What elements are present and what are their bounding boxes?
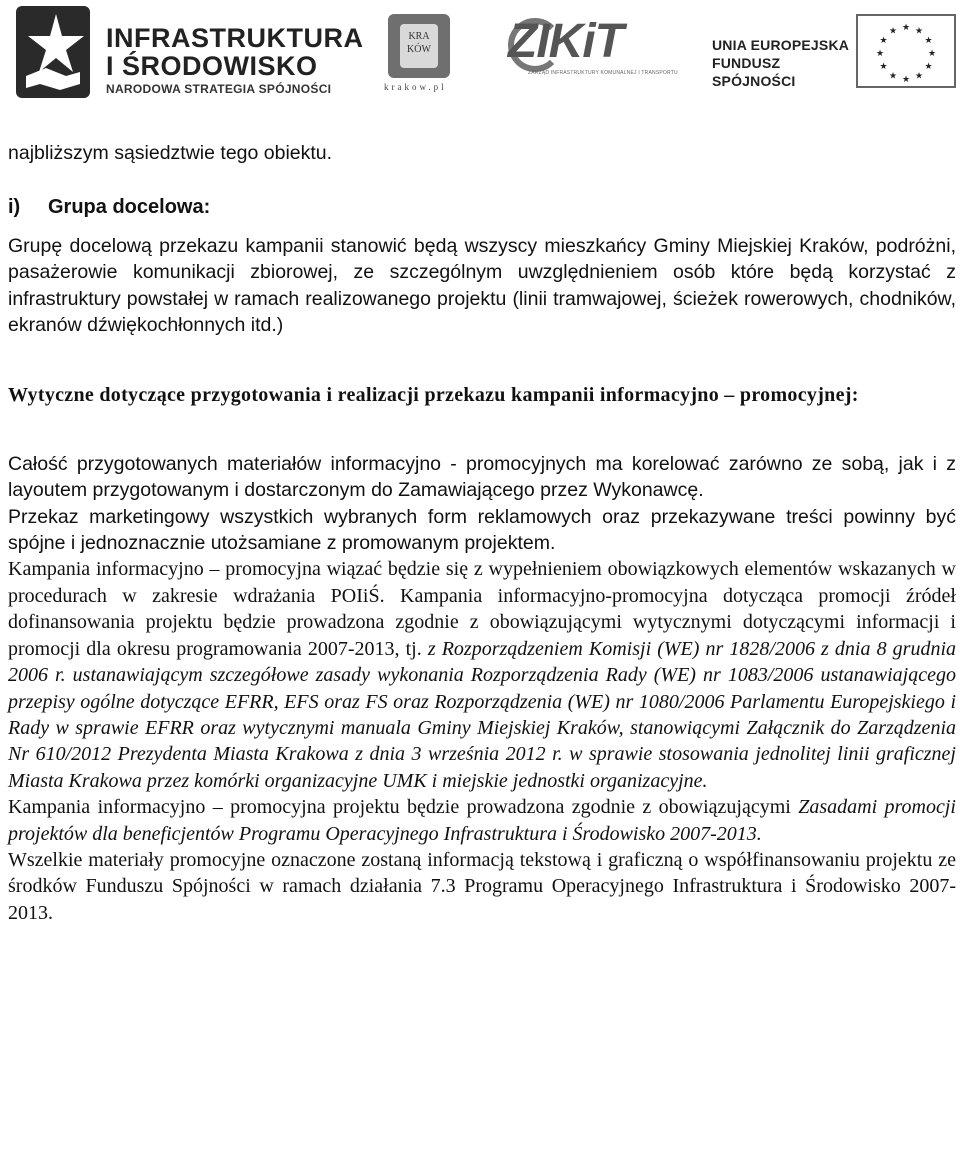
guidelines-heading: Wytyczne dotyczące przygotowania i realizacji przekazu kampanii informacyjno – promocyjnej:: [8, 384, 859, 407]
paragraph-4-plain: Kampania informacyjno-promocyjna dotycząca promocji źródeł dofinansowania projektu będzie prowadzona zgodnie z obowiązującymi wytycznymi dotyczącymi informacji i promocji dla okresu programowania 2007-2013, tj.: [8, 584, 956, 660]
paragraph-5-plain: Kampania informacyjno – promocyjna projektu będzie prowadzona zgodnie z obowiązującymi: [8, 796, 799, 819]
krakow-url: krakow.pl: [384, 82, 447, 92]
svg-text:★: ★: [924, 36, 933, 46]
krakow-badge-line1: KRA: [408, 31, 430, 42]
svg-text:★: ★: [879, 36, 888, 46]
intro-line: najbliższym sąsiedztwie tego obiektu.: [8, 142, 333, 164]
svg-text:★: ★: [914, 26, 924, 37]
paragraph-5-italic: Zasadami promocji projektów dla beneficjentów Programu Operacyjnego Infrastruktura i Środowisko 2007-2013.: [8, 796, 956, 845]
logo-title-line1: INFRASTRUKTURA: [106, 23, 364, 53]
eu-stars-flag-icon: [858, 16, 954, 86]
svg-text:★: ★: [924, 62, 933, 72]
infrastruktura-srodowisko-logo: [8, 2, 364, 102]
svg-text:★: ★: [901, 75, 911, 85]
svg-text:★: ★: [879, 62, 888, 72]
krakow-logo: [386, 14, 456, 96]
paragraph-1: Całość przygotowanych materiałów informacyjno - promocyjnych ma korelować zarówno ze sobą, jak i z layoutem przygotowanym i dostarczonym do Zamawiającego przez Wykonawcę.: [8, 452, 956, 502]
svg-text:★: ★: [927, 49, 937, 59]
eu-logo-text: [712, 36, 852, 89]
logo-subtitle: NARODOWA STRATEGIA SPÓJNOŚCI: [106, 82, 332, 96]
eu-line1: UNIA EUROPEJSKA: [712, 37, 850, 53]
svg-text:★: ★: [888, 71, 898, 82]
target-group-paragraph: Grupę docelową przekazu kampanii stanowić będą wszyscy mieszkańcy Gminy Miejskiej Kraków, podróżni, pasażerowie komunikacji zbiorowej, ze szczególnym uwzględnieniem osób które będą korzystać z infrastruktury powstałej w ramach realizowanego projektu (linii tramwajowej, ścieżek rowerowych, chodników, ekranów dźwiękochłonnych itd.): [8, 234, 956, 337]
krakow-badge-text: [400, 24, 438, 68]
star-emblem-icon: [16, 6, 90, 98]
page-header: [0, 0, 960, 110]
document-body: [8, 140, 956, 926]
svg-text:★: ★: [914, 71, 924, 82]
eu-flag: [856, 14, 956, 88]
krakow-badge: [388, 14, 450, 78]
krakow-badge-line2: KÓW: [407, 44, 431, 55]
zikit-logo: [508, 15, 678, 88]
eu-line2: FUNDUSZ SPÓJNOŚCI: [712, 55, 796, 89]
paragraph-2: Przekaz marketingowy wszystkich wybranych form reklamowych oraz przekazywane treści powinny być spójne i jednoznacznie utożsamiane z promowanym projektem.: [8, 505, 956, 555]
paragraph-6: Wszelkie materiały promocyjne oznaczone zostaną informacją tekstową i graficzną o współfinansowaniu projektu ze środków Funduszu Spójności w ramach działania 7.3 Programu Operacyjnego Infrastruktura i Środowisko 2007-2013.: [8, 848, 956, 924]
item-number: i): [8, 196, 21, 219]
paragraph-3: Kampania informacyjno – promocyjna wiązać będzie się z wypełnieniem obowiązkowych elementów wskazanych w procedurach w zakresie wdrażania POIiŚ.: [8, 558, 956, 607]
zikit-subtitle: ZARZĄD INFRASTRUKTURY KOMUNALNEJ I TRANSPORTU: [528, 70, 678, 76]
svg-text:★: ★: [875, 49, 885, 59]
zikit-name: ZIKiT: [508, 15, 623, 68]
paragraph-3-4: [8, 556, 956, 794]
paragraph-5: [8, 794, 956, 847]
section-item-i: [8, 194, 956, 220]
svg-text:★: ★: [901, 23, 911, 33]
item-title: Grupa docelowa:: [48, 196, 211, 219]
paragraph-4-italic: z Rozporządzeniem Komisji (WE) nr 1828/2006 z dnia 8 grudnia 2006 r. ustanawiającym szczegółowe zasady wykonania Rozporządzenia Rady (WE) nr 1083/2006 ustanawiającego przepisy ogólne dotyczące EFRR, EFS oraz FS oraz Rozporządzenia (WE) nr 1080/2006 Parlamentu Europejskiego i Rady w sprawie EFRR oraz wytycznymi manuala Gminy Miejskiej Kraków, stanowiącymi Załącznik do Zarządzenia Nr 610/2012 Prezydenta Miasta Krakowa z dnia 3 września 2012 r. w sprawie stosowania jednolitej linii graficznej Miasta Krakowa przez komórki organizacyjne UMK i miejskie jednostki organizacyjne.: [8, 637, 956, 792]
logo-title-line2: I ŚRODOWISKO: [106, 51, 318, 81]
svg-text:★: ★: [888, 26, 898, 37]
